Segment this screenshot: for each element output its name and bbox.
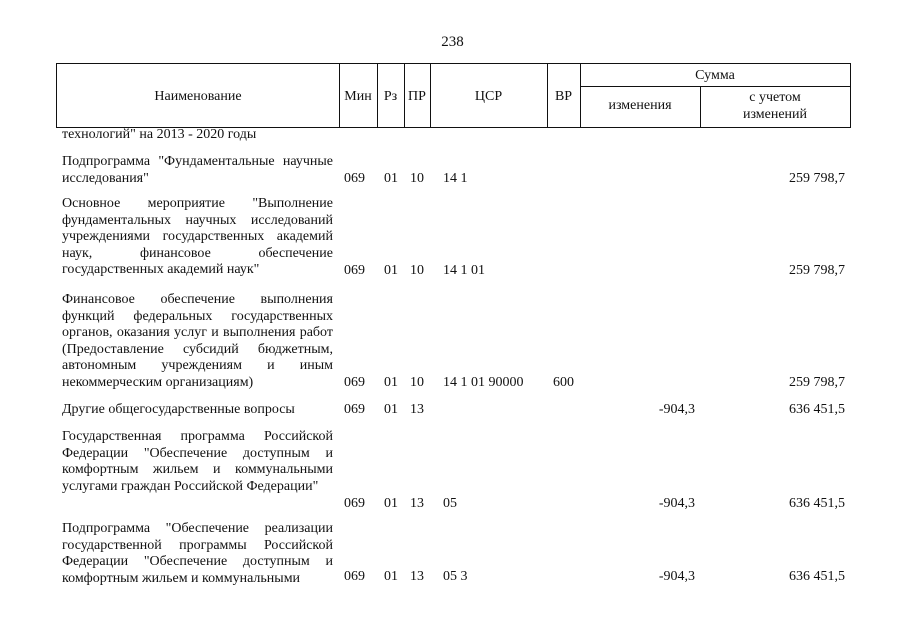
- cell-pr: 10: [410, 171, 424, 186]
- page-number: 238: [441, 34, 464, 50]
- cell-min: 069: [344, 402, 365, 417]
- header-csr: ЦСР: [474, 89, 503, 104]
- cell-rz: 01: [384, 263, 398, 278]
- header-rz: Рз: [383, 89, 398, 104]
- cell-izmeneniya: -904,3: [658, 402, 695, 417]
- cell-csr: 14 1 01: [443, 263, 485, 278]
- header-vr: ВР: [554, 89, 573, 104]
- cell-rz: 01: [384, 496, 398, 511]
- cell-csr: 14 1: [443, 171, 468, 186]
- cell-summa: 636 451,5: [789, 569, 845, 584]
- row-name: Другие общегосударственные вопросы: [62, 402, 295, 417]
- cell-min: 069: [344, 569, 365, 584]
- cell-pr: 13: [410, 402, 424, 417]
- cell-vr: 600: [553, 375, 574, 390]
- header-s-uchetom-line2: изменений: [742, 107, 808, 122]
- cell-rz: 01: [384, 402, 398, 417]
- header-s-uchetom-line1: с учетом: [749, 90, 801, 105]
- cell-pr: 13: [410, 496, 424, 511]
- cell-pr: 13: [410, 569, 424, 584]
- cell-izmeneniya: -904,3: [658, 496, 695, 511]
- row-name: Основное мероприятие "Выполнение фундаментальных научных исследований учреждениями государственных академий наук, финансовое обеспечение государственных академий наук": [62, 196, 333, 277]
- row-name: Подпрограмма "Обеспечение реализации государственной программы Российской Федерации "Обеспечение доступным и комфортным жильем и коммунальными: [62, 521, 333, 586]
- header-name: Наименование: [154, 89, 242, 104]
- cell-rz: 01: [384, 375, 398, 390]
- cell-izmeneniya: -904,3: [658, 569, 695, 584]
- cell-rz: 01: [384, 171, 398, 186]
- cell-min: 069: [344, 375, 365, 390]
- row-name: Подпрограмма "Фундаментальные научные исследования": [62, 154, 333, 186]
- cell-csr: 14 1 01 90000: [443, 375, 524, 390]
- cell-summa: 259 798,7: [789, 263, 845, 278]
- cell-summa: 636 451,5: [789, 402, 845, 417]
- row-name: Финансовое обеспечение выполнения функций федеральных государственных органов, оказания услуг и выполнения работ (Предоставление субсидий бюджетным, автономным учреждениям и иным некоммерческим организациям): [62, 292, 333, 390]
- cell-csr: 05: [443, 496, 457, 511]
- header-izmeneniya: изменения: [608, 98, 672, 113]
- header-min: Мин: [344, 89, 372, 104]
- cell-summa: 259 798,7: [789, 375, 845, 390]
- header-summa: Сумма: [695, 68, 735, 83]
- cell-pr: 10: [410, 263, 424, 278]
- cell-rz: 01: [384, 569, 398, 584]
- header-pr: ПР: [408, 89, 426, 104]
- row-name: технологий" на 2013 - 2020 годы: [62, 127, 257, 142]
- cell-min: 069: [344, 263, 365, 278]
- cell-summa: 259 798,7: [789, 171, 845, 186]
- cell-pr: 10: [410, 375, 424, 390]
- cell-summa: 636 451,5: [789, 496, 845, 511]
- table-header: [56, 63, 851, 128]
- row-divider: [580, 86, 850, 87]
- cell-min: 069: [344, 496, 365, 511]
- cell-min: 069: [344, 171, 365, 186]
- cell-csr: 05 3: [443, 569, 468, 584]
- row-name: Государственная программа Российской Федерации "Обеспечение доступным и комфортным жильем и коммунальными услугами граждан Российской Федерации": [62, 429, 333, 494]
- header-s-uchetom: [700, 89, 850, 123]
